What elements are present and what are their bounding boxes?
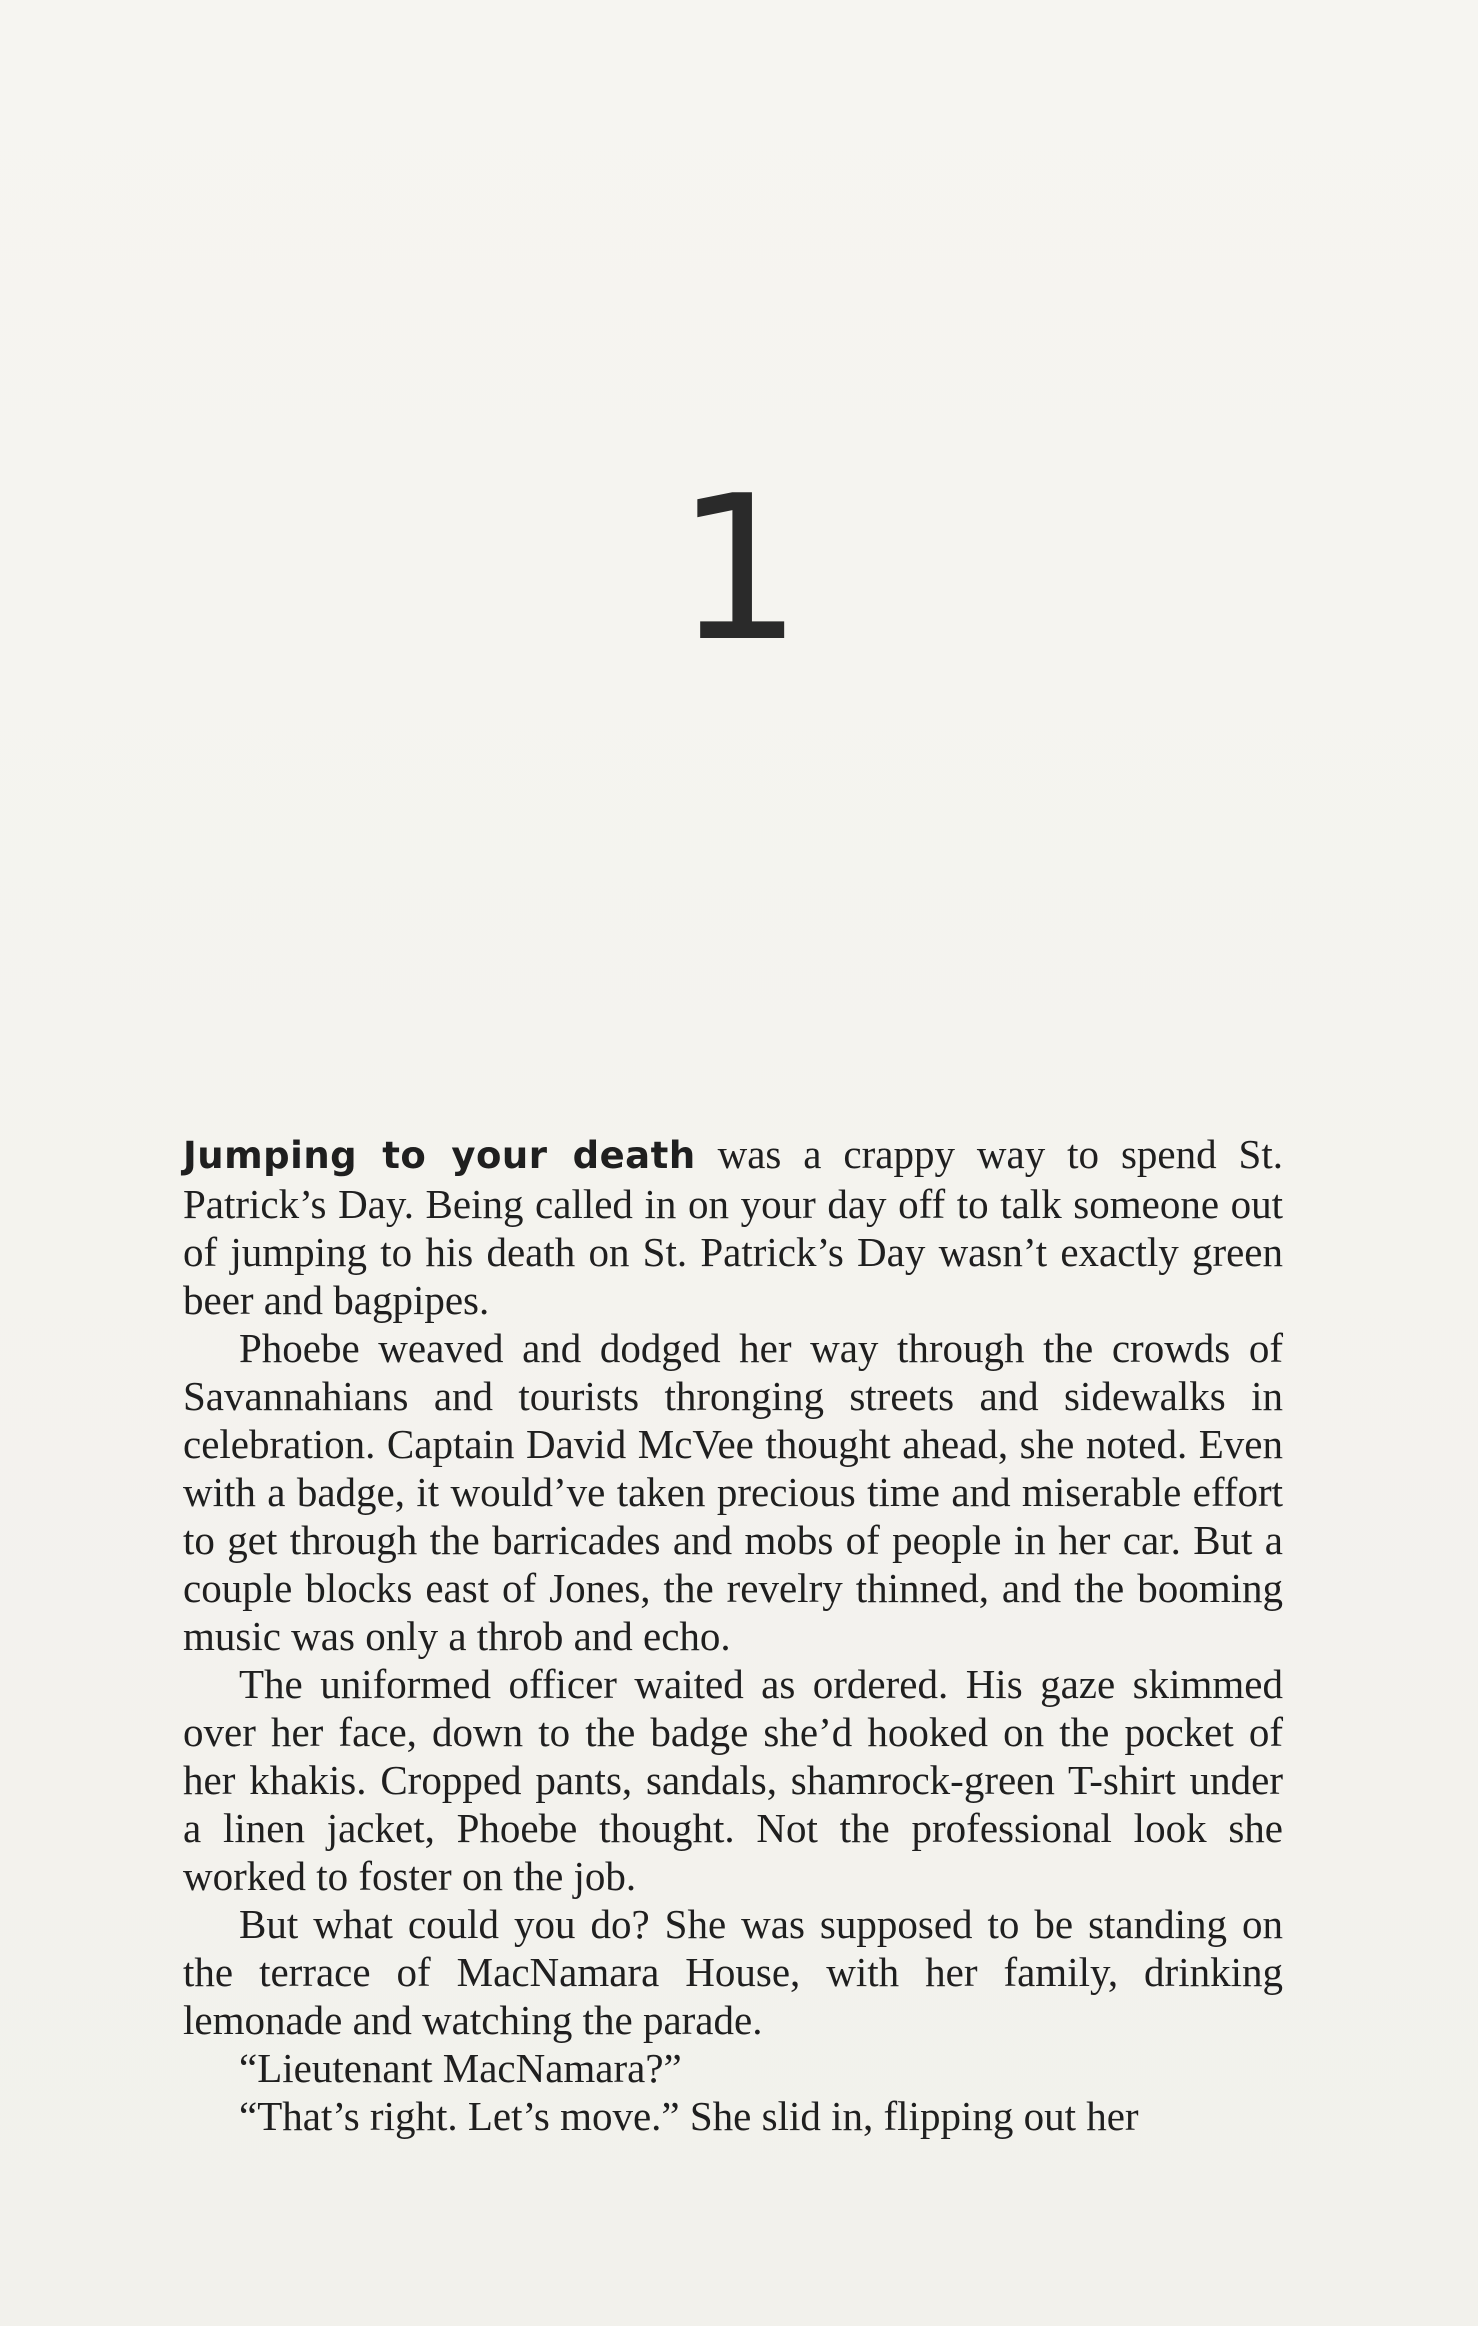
chapter-number: 1 bbox=[675, 453, 803, 686]
paragraph-5: “Lieutenant MacNamara?” bbox=[239, 2045, 682, 2091]
paragraph-1-text: was a crappy way to spend St. Patrick’s Day. Being called in on your day off to talk someone out of jumping to his death on St. Patrick’s Day wasn’t exactly green beer and bagpipes. bbox=[183, 1131, 1283, 1323]
paragraph-6: “That’s right. Let’s move.” She slid in, flipping out her bbox=[239, 2093, 1139, 2139]
paragraph-3: The uniformed officer waited as ordered. His gaze skimmed over her face, down to the badge she’d hooked on the pocket of her khakis. Cropped pants, sandals, shamrock-green T-shirt under a linen jacket, Phoebe thought. Not the professional look she worked to foster on the job. bbox=[183, 1661, 1283, 1899]
paragraph-2: Phoebe weaved and dodged her way through the crowds of Savannahians and tourists thronging streets and sidewalks in celebration. Captain David McVee thought ahead, she noted. Even with a badge, it would’ve taken precious time and miserable effort to get through the barricades and mobs of people in her car. But a couple blocks east of Jones, the revelry thinned, and the booming music was only a throb and echo. bbox=[183, 1325, 1283, 1659]
paragraph-1 bbox=[183, 1130, 1283, 1324]
chapter-body bbox=[183, 1130, 1283, 2140]
paragraph-4: But what could you do? She was supposed to be standing on the terrace of MacNamara House, with her family, drinking lemonade and watching the parade. bbox=[183, 1901, 1283, 2043]
lead-in-text: Jumping to your death bbox=[183, 1134, 696, 1177]
